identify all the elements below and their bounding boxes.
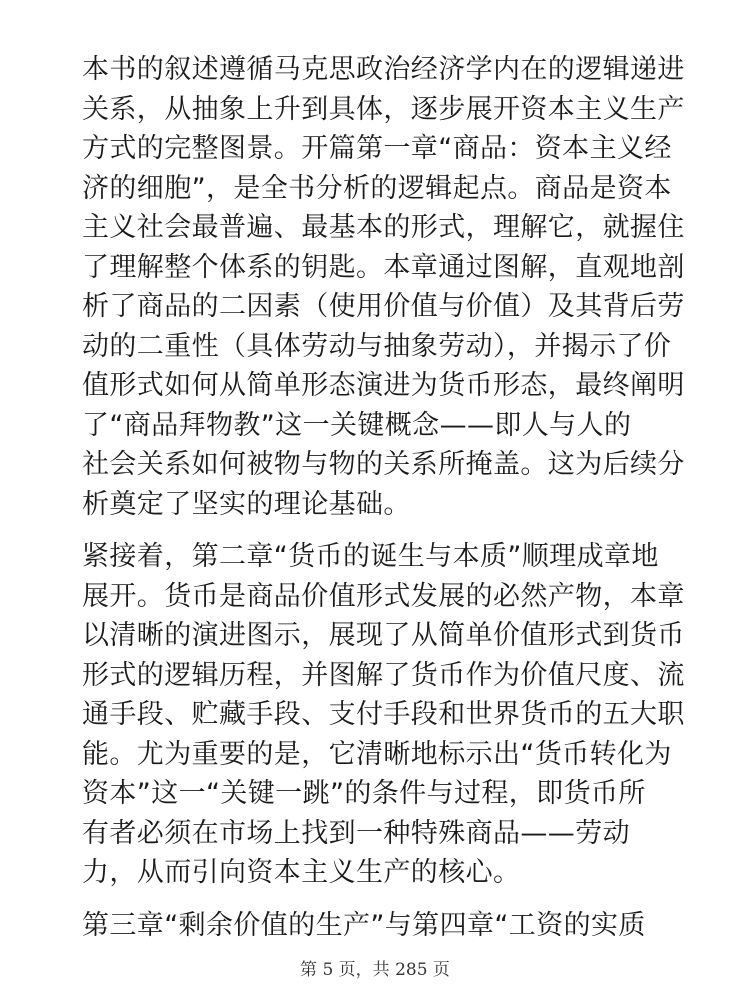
text-line: 析奠定了坚实的理论基础。 [82, 488, 411, 520]
text-line: 第三章“剩余价值的生产”与第四章“工资的实质 [82, 909, 646, 941]
paragraph-1 [82, 50, 685, 524]
text-line: 形式的逻辑历程，并图解了货币作为价值尺度、流 [82, 659, 685, 691]
text-line: 力，从而引向资本主义生产的核心。 [82, 857, 521, 888]
document-body [82, 50, 685, 958]
page-number-footer: 第 5 页，共 285 页 [300, 960, 450, 980]
text-line: 展开。货币是商品价值形式发展的必然产物，本章 [82, 580, 685, 612]
text-line: 了理解整个体系的钥匙。本章通过图解，直观地剖 [82, 251, 685, 283]
text-line: 方式的完整图景。开篇第一章“商品：资本主义经 [82, 133, 672, 164]
text-line: 有者必须在市场上找到一种特殊商品——劳动 [82, 817, 630, 849]
text-line: 值形式如何从简单形态演进为货币形态，最终阐明 [82, 370, 685, 401]
text-line: 济的细胞”，是全书分析的逻辑起点。商品是资本 [82, 172, 672, 204]
text-line: 动的二重性（具体劳动与抽象劳动），并揭示了价 [82, 330, 672, 362]
text-line: 关系，从抽象上升到具体，逐步展开资本主义生产 [82, 93, 685, 125]
paragraph-3 [82, 906, 672, 946]
text-line: 能。尤为重要的是，它清晰地标示出“货币转化为 [82, 738, 672, 770]
text-line: 紧接着，第二章“货币的诞生与本质”顺理成章地 [82, 541, 659, 572]
paragraph-2 [82, 537, 685, 893]
text-line: 社会关系如何被物与物的关系所掩盖。这为后续分 [82, 449, 685, 480]
text-line: 本书的叙述遵循马克思政治经济学内在的逻辑递进 [82, 54, 685, 85]
text-line: 主义社会最普遍、最基本的形式，理解它，就握住 [82, 212, 685, 243]
text-line: 以清晰的演进图示，展现了从简单价值形式到货币 [82, 620, 685, 651]
text-line: 资本”这一“关键一跳”的条件与过程，即货币所 [82, 778, 646, 809]
text-line: 通手段、贮藏手段、支付手段和世界货币的五大职 [82, 699, 685, 730]
text-line: 析了商品的二因素（使用价值与价值）及其背后劳 [82, 291, 685, 322]
text-line: 了“商品拜物教”这一关键概念——即人与人的 [82, 409, 632, 441]
